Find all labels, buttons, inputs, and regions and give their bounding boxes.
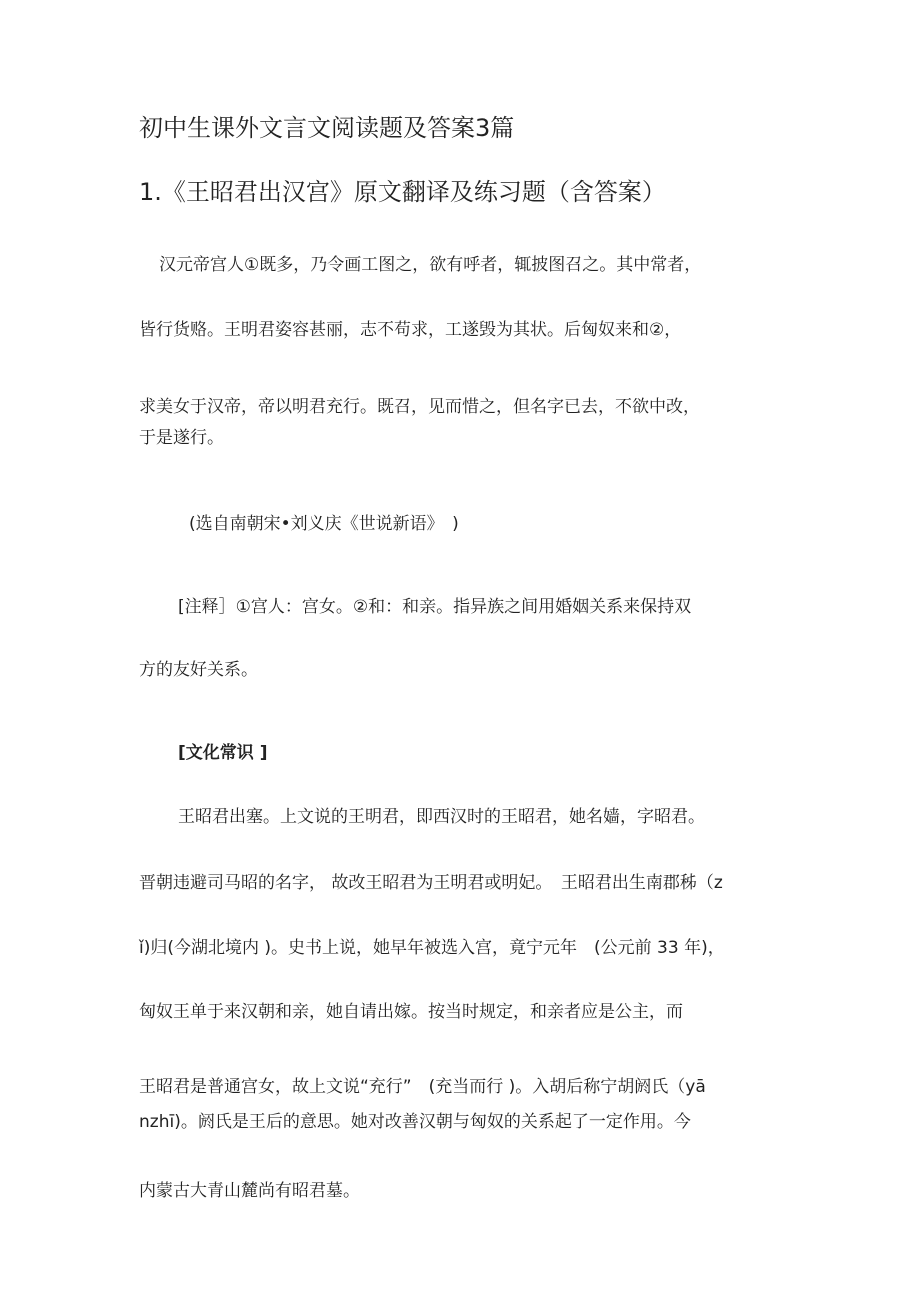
article-heading: 1.《王昭君出汉宫》原文翻译及练习题（含答案） — [139, 178, 666, 206]
notes-line: 方的友好关系。 — [139, 660, 258, 680]
culture-heading: [文化常识 ] — [178, 743, 268, 763]
culture-line: 内蒙古大青山麓尚有昭君墓。 — [139, 1181, 360, 1201]
passage-line: 于是遂行。 — [139, 428, 224, 448]
culture-line: 晋朝违避司马昭的名字， 故改王昭君为王明君或明妃。 王昭君出生南郡秭（z — [139, 873, 723, 893]
culture-line: 王昭君是普通宫女，故上文说“充行” (充当而行 )。入胡后称宁胡阏氏（yā — [139, 1077, 706, 1097]
notes-line: [注释］①宫人：宫女。②和：和亲。指异族之间用婚姻关系来保持双 — [178, 597, 692, 617]
passage-line: 求美女于汉帝，帝以明君充行。既召，见而惜之，但名字已去，不欲中改， — [139, 397, 700, 417]
culture-line: nzhī)。阏氏是王后的意思。她对改善汉朝与匈奴的关系起了一定作用。今 — [139, 1112, 691, 1132]
passage-line: 皆行货赂。王明君姿容甚丽，志不苟求，工遂毁为其状。后匈奴来和②， — [139, 320, 682, 340]
culture-line: ǐ)归(今湖北境内 )。史书上说，她早年被选入宫，竟宁元年 (公元前 33 年)， — [139, 938, 725, 958]
culture-line: 匈奴王单于来汉朝和亲，她自请出嫁。按当时规定，和亲者应是公主，而 — [139, 1002, 683, 1022]
source-citation: (选自南朝宋•刘义庆《世说新语》 ) — [189, 514, 459, 534]
culture-line: 王昭君出塞。上文说的王明君，即西汉时的王昭君，她名嫱，字昭君。 — [178, 807, 705, 827]
document-title: 初中生课外文言文阅读题及答案3篇 — [139, 114, 515, 142]
passage-line: 汉元帝宫人①既多，乃令画工图之，欲有呼者，辄披图召之。其中常者， — [159, 255, 702, 275]
